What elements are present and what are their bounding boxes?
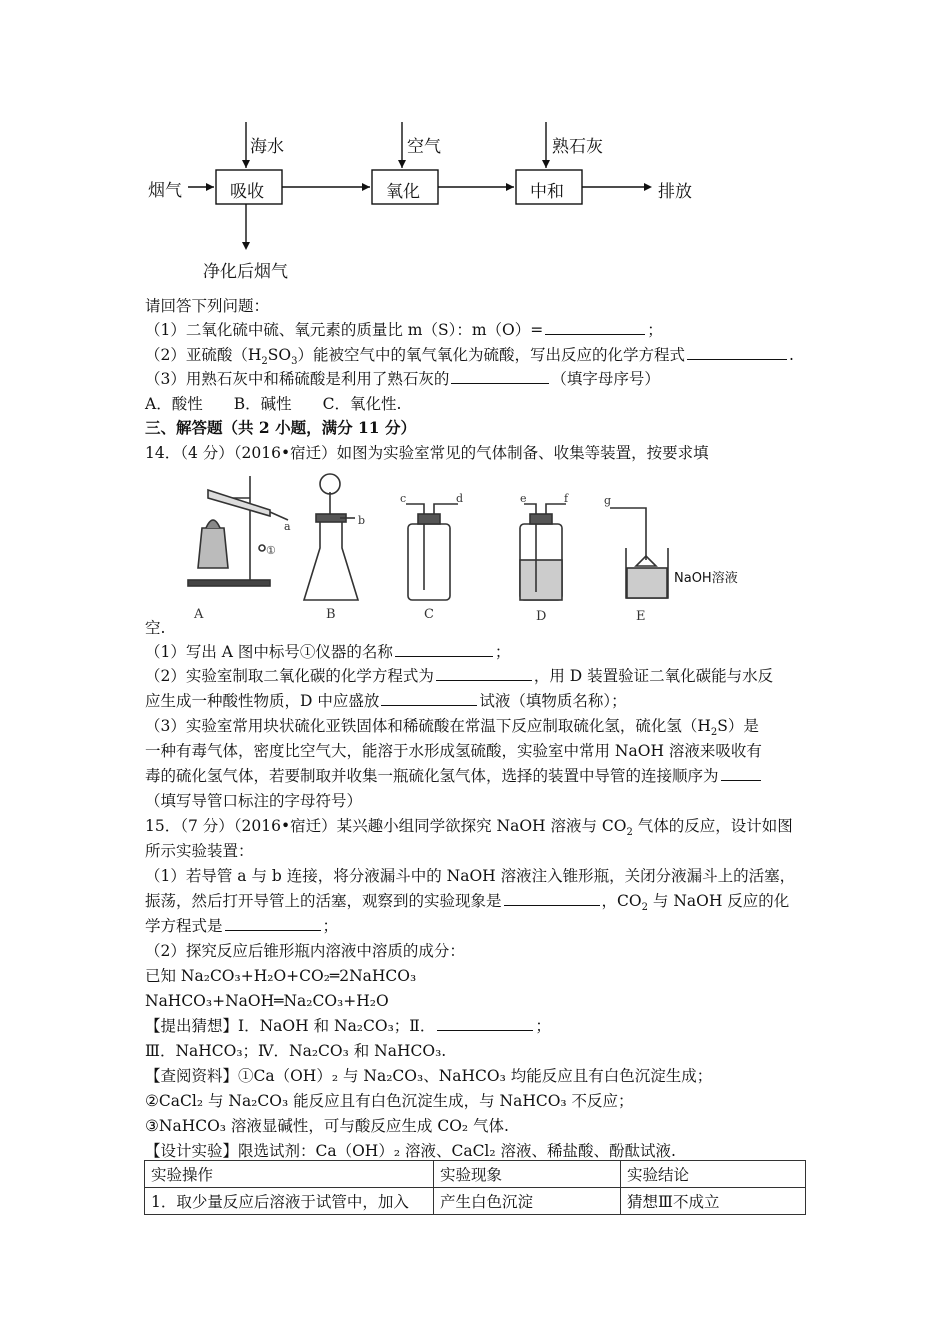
flow-smoke: 烟气 [148,181,182,201]
header-phenomenon: 实验现象 [434,1161,621,1188]
flow-oxidize: 氧化 [386,182,420,202]
section-3-heading: 三、解答题（共 2 小题，满分 11 分） [145,418,416,437]
q14-part3-b: 一种有毒气体，密度比空气大，能溶于水形成氢硫酸，实验室中常用 NaOH 溶液来吸收有 [145,742,762,760]
flow-lime: 熟石灰 [552,137,603,157]
flow-neutralize: 中和 [530,182,564,202]
q14-part2-b: 应生成一种酸性物质，D 中应盛放 试液（填物质名称）； [145,692,627,710]
q14-part1: （1）写出 A 图中标号①仪器的名称 ； [145,643,511,661]
cell-operation: 1．取少量反应后溶液于试管中，加入 [145,1188,434,1215]
apparatus-figure [180,468,770,628]
q14-part2-a: （2）实验室制取二氧化碳的化学方程式为 ，用 D 装置验证二氧化碳能与水反 [145,667,774,685]
tube-f: f [564,492,569,505]
tube-a: a [284,520,291,533]
tube-d: d [456,492,464,505]
q15-part1-a: （1）若导管 a 与 b 连接，将分液漏斗中的 NaOH 溶液注入锥形瓶，关闭分液漏斗上的活塞， [145,867,796,885]
q15-part1-c: 学方程式是 ； [145,917,339,935]
q14-stem: 14．（4 分）（2016•宿迁）如图为实验室常见的气体制备、收集等装置，按要求填 [145,444,709,462]
q13-part1: （1）二氧化硫中硫、氧元素的质量比 m（S）：m（O）= ； [145,321,663,339]
q15-info-1: 【查阅资料】①Ca（OH）₂ 与 Na₂CO₃、NaHCO₃ 均能反应且有白色沉淀生成； [145,1067,713,1085]
label-a: A [194,607,204,622]
q15-info-3: ③NaHCO₃ 溶液显碱性，可与酸反应生成 CO₂ 气体. [145,1117,509,1135]
q15-guess-2: Ⅲ．NaHCO₃；Ⅳ．Na₂CO₃ 和 NaHCO₃. [145,1042,447,1060]
table-header-row [145,1161,806,1188]
cell-phenomenon: 产生白色沉淀 [434,1188,621,1215]
label-c: C [424,607,434,622]
experiment-table [144,1160,806,1215]
flow-absorb: 吸收 [230,182,264,202]
q15-part2: （2）探究反应后锥形瓶内溶液中溶质的成分： [145,942,465,960]
q14-stem-2: 空. [145,619,166,637]
flow-cleaned: 净化后烟气 [203,262,288,282]
q13-part2: （2）亚硫酸$(H_2SO_3)$能被空气中的氧气氧化为硫酸，写出反应的化学方程式 . [145,346,794,368]
q13-intro: 请回答下列问题： [145,297,270,315]
tube-e: e [520,492,527,505]
header-operation: 实验操作 [145,1161,434,1188]
q14-part3-a: （3）实验室常用块状硫化亚铁固体和稀硫酸在常温下反应制取硫化氢，硫化氢$(H_2S)$是 [145,717,759,739]
flow-seawater: 海水 [250,137,284,157]
tube-c: c [400,492,407,505]
q15-stem: 15．（7 分）（2016•宿迁）某兴趣小组同学欲探究 NaOH 溶液与 $CO_2$ 气体的反应，设计如图 [145,817,793,839]
flow-emit: 排放 [658,182,692,202]
q15-known-2: NaHCO₃+NaOH═Na₂CO₃+H₂O [145,992,389,1010]
tube-g: g [604,494,612,507]
q15-known-1: 已知 Na₂CO₃+H₂O+CO₂═2NaHCO₃ [145,967,417,985]
naoh-label: NaOH溶液 [674,571,738,586]
q13-part3: （3）用熟石灰中和稀硫酸是利用了熟石灰的 （填字母序号） [145,370,660,388]
tube-b: b [358,514,366,527]
q15-info-2: ②CaCl₂ 与 Na₂CO₃ 能反应且有白色沉淀生成，与 NaHCO₃ 不反应； [145,1092,634,1110]
q14-part3-c: 毒的硫化氢气体，若要制取并收集一瓶硫化氢气体，选择的装置中导管的连接顺序为 [145,766,763,786]
q15-design: 【设计实验】限选试剂：Ca（OH）₂ 溶液、CaCl₂ 溶液、稀盐酸、酚酞试液. [145,1142,676,1160]
q15-part1-b: 振荡，然后打开导管上的活塞，观察到的实验现象是 ，$CO_2$ 与 NaOH 反应的化 [145,892,790,914]
label-d: D [536,609,547,624]
q15-stem-2: 所示实验装置： [145,842,254,860]
marker-1: ① [266,544,276,557]
header-conclusion: 实验结论 [621,1161,806,1188]
flow-air: 空气 [407,137,441,157]
label-b: B [326,607,336,622]
q13-options: A．酸性 B．碱性 C．氧化性. [145,395,402,413]
label-e: E [636,609,646,624]
cell-conclusion: 猜想Ⅲ不成立 [621,1188,806,1215]
q14-part3-d: （填写导管口标注的字母符号） [145,792,363,810]
table-row [145,1188,806,1215]
q15-guess: 【提出猜想】Ⅰ．NaOH 和 Na₂CO₃；Ⅱ． ； [145,1017,551,1035]
